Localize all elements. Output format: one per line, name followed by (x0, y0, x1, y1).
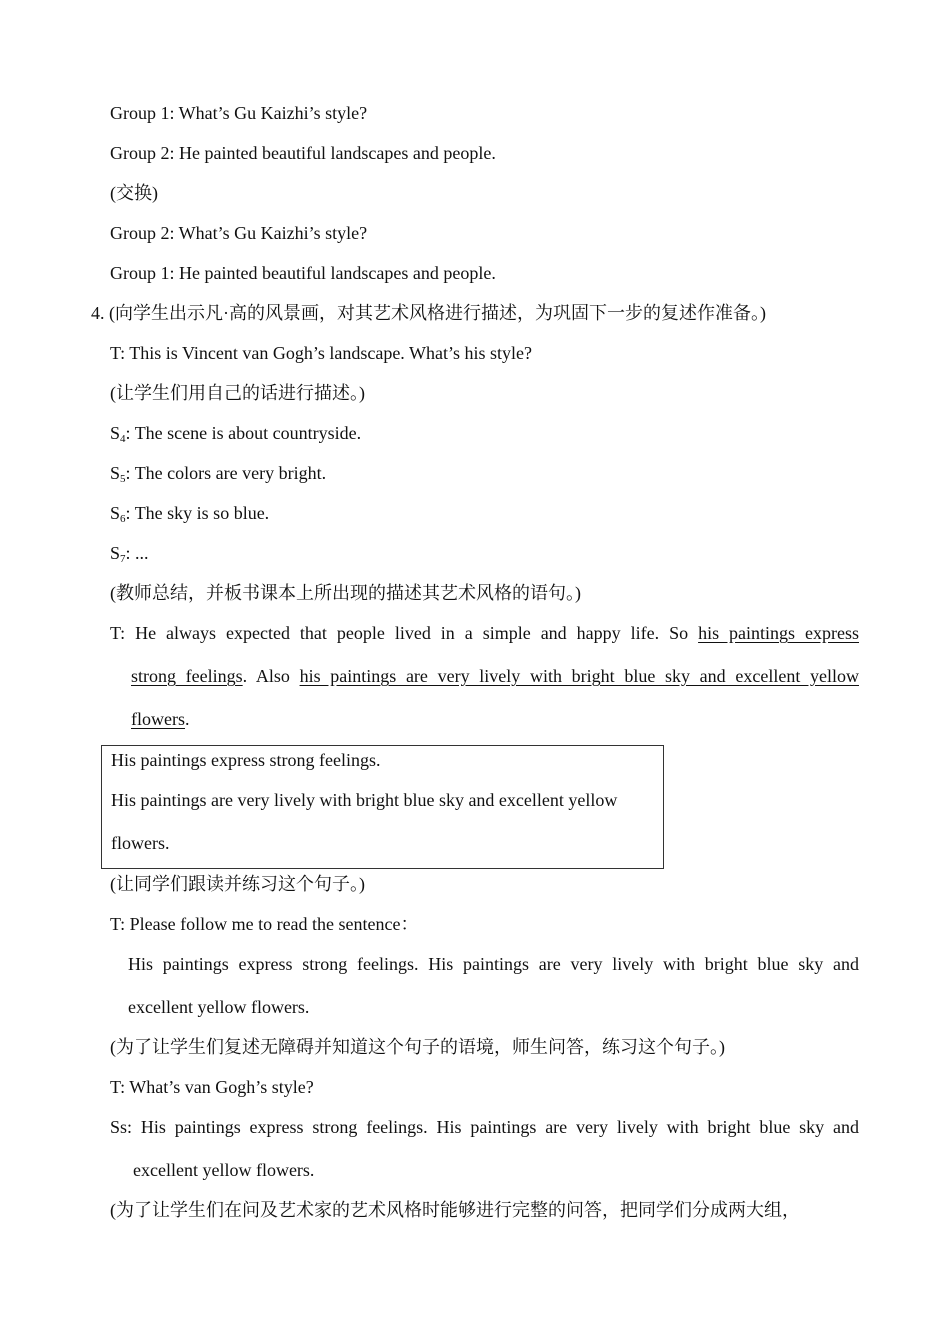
teacher-summary-line (110, 622, 859, 644)
practice-sentence: excellent yellow flowers. (128, 997, 310, 1017)
speaker-subscript: 5 (120, 473, 126, 485)
dialogue-line: Group 2: What’s Gu Kaizhi’s style? (110, 223, 368, 243)
speaker-label: S (110, 543, 121, 563)
dialogue-line: T: Please follow me to read the sentence： (110, 914, 419, 934)
note-line: (让同学们跟读并练习这个句子。) (110, 874, 365, 894)
student-line (110, 422, 361, 444)
teacher-summary-line (131, 665, 859, 687)
student-text: : The sky is so blue. (125, 503, 270, 523)
speaker-subscript: 7 (120, 553, 126, 565)
dialogue-line: excellent yellow flowers. (133, 1160, 315, 1180)
dialogue-line: T: This is Vincent van Gogh’s landscape. What’s his style? (110, 343, 532, 363)
note-line: (让学生们用自己的话进行描述。) (110, 383, 365, 403)
underlined-phrase: his paintings express (698, 623, 859, 643)
underlined-phrase: flowers (131, 709, 185, 729)
student-line (110, 542, 149, 564)
student-line (110, 502, 269, 524)
student-text: : The colors are very bright. (125, 463, 327, 483)
summary-text: . Also (242, 666, 300, 686)
practice-sentence: His paintings express strong feelings. His paintings are very lively with bright blue sky and (128, 954, 859, 974)
student-text: : The scene is about countryside. (125, 423, 362, 443)
dialogue-line: Ss: His paintings express strong feelings. His paintings are very lively with bright blue sky and (110, 1117, 859, 1137)
dialogue-line: T: What’s van Gogh’s style? (110, 1077, 314, 1097)
student-line (110, 462, 326, 484)
dialogue-line: Group 1: He painted beautiful landscapes and people. (110, 263, 496, 283)
board-line: flowers. (111, 833, 170, 853)
note-line: (交换) (110, 183, 158, 203)
summary-text: T: He always expected that people lived in a simple and happy life. So (110, 623, 699, 643)
speaker-label: S (110, 463, 121, 483)
speaker-label: S (110, 503, 121, 523)
teacher-summary-line (131, 708, 189, 730)
underlined-phrase: his paintings are very lively with bright blue sky and excellent yellow (299, 666, 859, 686)
student-text: : ... (125, 543, 149, 563)
note-line: (为了让学生们复述无障碍并知道这个句子的语境，师生问答，练习这个句子。) (110, 1037, 725, 1057)
underlined-phrase: strong feelings (131, 666, 243, 686)
board-line: His paintings are very lively with bright blue sky and excellent yellow (111, 790, 618, 810)
board-line: His paintings express strong feelings. (111, 750, 381, 770)
note-line: (为了让学生们在问及艺术家的艺术风格时能够进行完整的问答，把同学们分成两大组， (110, 1200, 800, 1220)
summary-text: . (184, 709, 190, 729)
speaker-subscript: 6 (120, 513, 126, 525)
dialogue-line: Group 2: He painted beautiful landscapes and people. (110, 143, 496, 163)
step-heading: 4. (向学生出示凡·高的风景画，对其艺术风格进行描述，为巩固下一步的复述作准备。) (91, 303, 766, 323)
note-line: (教师总结，并板书课本上所出现的描述其艺术风格的语句。) (110, 583, 581, 603)
speaker-subscript: 4 (120, 433, 126, 445)
dialogue-line: Group 1: What’s Gu Kaizhi’s style? (110, 103, 368, 123)
speaker-label: S (110, 423, 121, 443)
